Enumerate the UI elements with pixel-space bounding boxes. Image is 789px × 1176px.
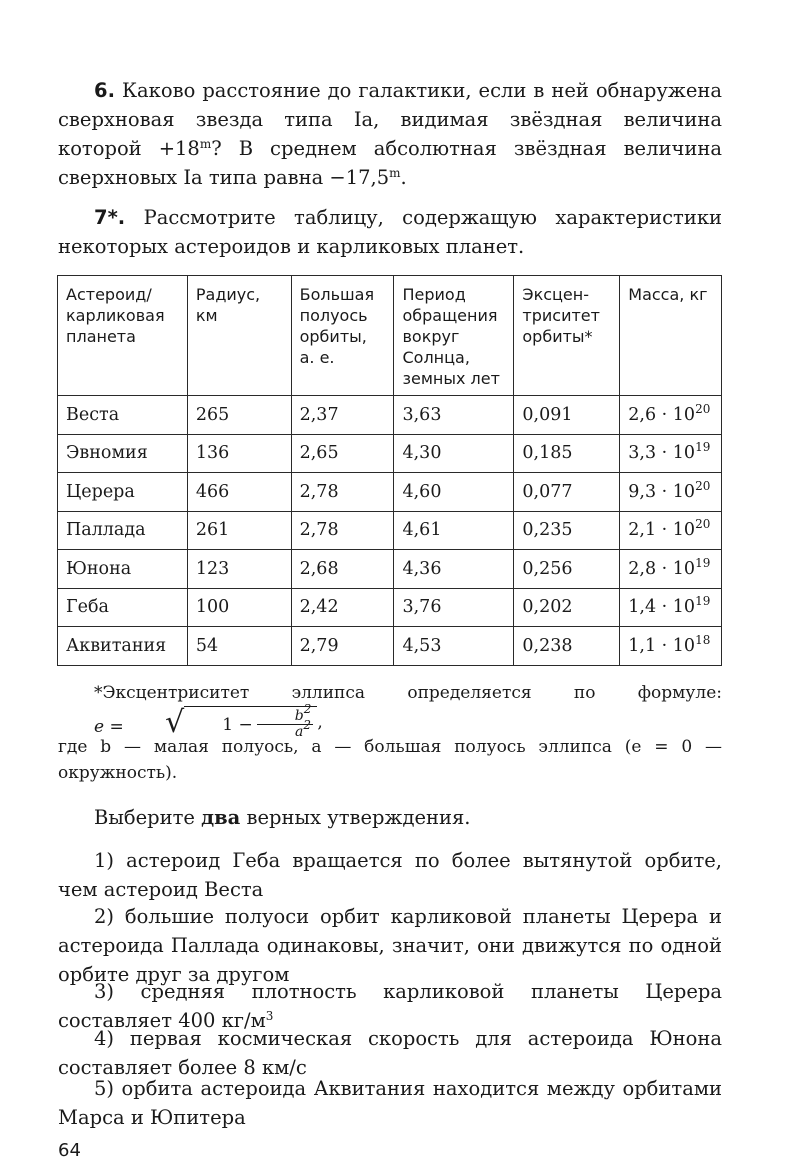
mass-exponent: 18 [695,632,711,647]
cell-mass [620,396,722,435]
footnote-definition: где b — малая полуось, a — большая полуось эллипса (e = 0 — окружность). [58,737,722,783]
cell-name: Церера [58,473,188,512]
cell-radius: 123 [187,550,291,589]
question-6-text-2: ? В среднем абсолютная звёздная величина сверхновых Iа типа равна −17,5 [58,137,722,189]
option-3-sup: 3 [265,1009,274,1023]
footnote-comma: , [317,712,323,733]
cell-radius: 54 [187,627,291,666]
cell-mass [620,473,722,512]
option-3-text: 3) средняя плотность карликовой планеты Церера составляет 400 кг/м [58,980,722,1032]
question-6-number: 6. [94,79,115,102]
mass-exponent: 20 [695,478,711,493]
cell-semimajor-axis: 2,79 [291,627,394,666]
choose-bold: два [201,806,241,829]
cell-period: 4,61 [394,511,514,550]
frac-denominator-sup: 2 [303,718,312,732]
header-eccentricity: Эксцен-триситет орбиты* [514,276,620,396]
choose-pre: Выберите [94,806,202,829]
table-row [58,550,722,589]
mass-exponent: 19 [695,440,711,455]
mass-mantissa: 3,3 · 10 [628,443,696,464]
option-1: 1) астероид Геба вращается по более вытянутой орбите, чем астероид Веста [58,849,722,901]
formula-lhs: e = [94,717,124,737]
frac-numerator-sup: 2 [303,702,312,716]
table-row [58,588,722,627]
footnote [58,680,722,740]
cell-radius: 265 [187,396,291,435]
header-name: Астероид/ карликовая планета [58,276,188,396]
magnitude-sup-1: m [199,137,212,151]
cell-period: 4,30 [394,434,514,473]
question-6-text: Каково расстояние до галактики, если в ней обнаружена сверхновая звезда типа Iа, видимая звёздная величина которой +18 [58,79,722,160]
footnote-lead: *Эксцентриситет эллипса определяется по формуле: [94,683,722,703]
cell-semimajor-axis: 2,78 [291,473,394,512]
header-semimajor-axis: Большая полуось орбиты, а. е. [291,276,394,396]
cell-eccentricity: 0,235 [514,511,620,550]
table-row [58,434,722,473]
cell-mass [620,588,722,627]
cell-eccentricity: 0,091 [514,396,620,435]
cell-radius: 100 [187,588,291,627]
mass-mantissa: 9,3 · 10 [628,481,696,502]
cell-period: 3,63 [394,396,514,435]
cell-name: Геба [58,588,188,627]
mass-mantissa: 2,6 · 10 [628,404,696,425]
mass-exponent: 19 [695,594,711,609]
question-7-text: Рассмотрите таблицу, содержащую характеристики некоторых астероидов и карликовых планет. [58,206,723,258]
cell-name: Аквитания [58,627,188,666]
cell-eccentricity: 0,256 [514,550,620,589]
cell-semimajor-axis: 2,78 [291,511,394,550]
frac-numerator: b [294,708,304,724]
cell-mass [620,550,722,589]
cell-semimajor-axis: 2,68 [291,550,394,589]
mass-mantissa: 2,1 · 10 [628,520,696,541]
table-row [58,627,722,666]
mass-exponent: 19 [695,555,711,570]
cell-mass [620,627,722,666]
header-mass: Масса, кг [620,276,722,396]
cell-eccentricity: 0,238 [514,627,620,666]
question-7 [58,203,722,261]
cell-semimajor-axis: 2,42 [291,588,394,627]
cell-eccentricity: 0,077 [514,473,620,512]
cell-name: Веста [58,396,188,435]
mass-mantissa: 2,8 · 10 [628,558,696,579]
choose-instruction [58,803,722,832]
table-row [58,473,722,512]
magnitude-sup-2: m [389,166,401,180]
asteroid-table [57,275,722,666]
cell-mass [620,434,722,473]
table-row [58,396,722,435]
cell-period: 3,76 [394,588,514,627]
question-6-text-3: . [400,166,407,189]
table-header-row [58,276,722,396]
choose-post: верных утверждения. [240,806,471,829]
page-number: 64 [58,1140,81,1161]
option-4: 4) первая космическая скорость для астероида Юнона составляет более 8 км/с [58,1027,722,1079]
mass-exponent: 20 [695,401,711,416]
cell-period: 4,36 [394,550,514,589]
cell-name: Эвномия [58,434,188,473]
cell-radius: 261 [187,511,291,550]
question-6 [58,76,722,192]
cell-radius: 136 [187,434,291,473]
option-2: 2) большие полуоси орбит карликовой планеты Церера и астероида Паллада одинаковы, значит, они движутся по одной орбите друг за другом [58,905,722,986]
header-period: Период обращения вокруг Солнца, земных лет [394,276,514,396]
mass-mantissa: 1,4 · 10 [628,597,696,618]
cell-name: Юнона [58,550,188,589]
frac-denominator: a [295,724,304,740]
cell-semimajor-axis: 2,65 [291,434,394,473]
cell-period: 4,60 [394,473,514,512]
question-7-number: 7*. [94,206,126,229]
radicand-one: 1 − [222,714,253,735]
table-row [58,511,722,550]
option-5: 5) орбита астероида Аквитания находится между орбитами Марса и Юпитера [58,1077,722,1129]
cell-eccentricity: 0,202 [514,588,620,627]
cell-radius: 466 [187,473,291,512]
radical-sign: √ [165,705,185,740]
header-radius: Радиус, км [187,276,291,396]
cell-eccentricity: 0,185 [514,434,620,473]
cell-period: 4,53 [394,627,514,666]
cell-semimajor-axis: 2,37 [291,396,394,435]
cell-mass [620,511,722,550]
mass-exponent: 20 [695,517,711,532]
mass-mantissa: 1,1 · 10 [628,635,696,656]
cell-name: Паллада [58,511,188,550]
